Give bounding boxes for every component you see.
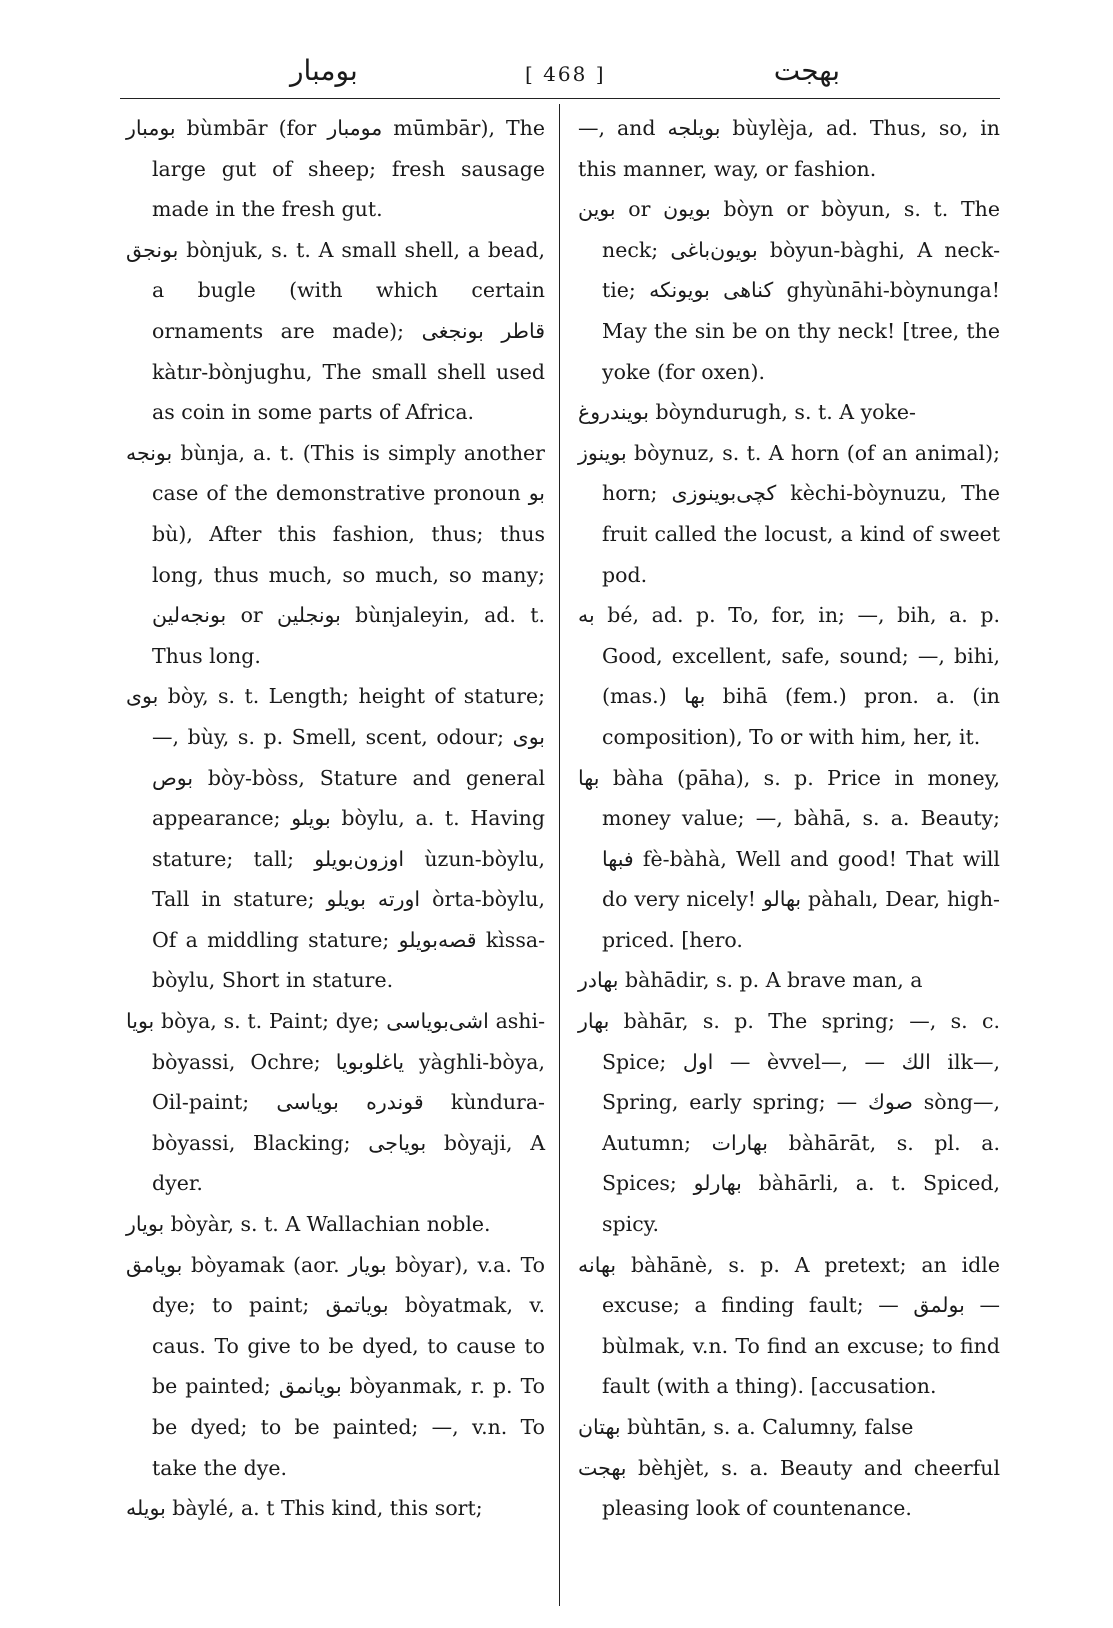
left-column <box>126 108 545 1529</box>
entry-text: بهانه bàhānè, s. p. A pretext; an idle excuse; a finding fault; — بولمق —bùlmak, v.n. To find an excuse; to find fault (with a thing). [accusation. <box>578 1252 1000 1399</box>
dictionary-entry <box>126 676 545 1001</box>
dictionary-entry <box>578 392 1000 433</box>
header-left-word: بومبار <box>290 54 358 87</box>
dictionary-entry <box>578 1448 1000 1529</box>
entry-text: بهار bàhār, s. p. The spring; —, s. c. Spice; اول — èvvel—, — الك ilk—, Spring, early spring; — صوك sòng—, Autumn; بهارات bàhārāt, s. pl. a. Spices; بهارلو bàhārli, a. t. Spiced, spicy. <box>578 1009 1001 1237</box>
entry-text: بونجق bònjuk, s. t. A small shell, a bead, a bugle (with which certain ornaments are made); قاطر بونجغى kàtır-bònjughu, The small shell used as coin in some parts of Africa. <box>126 237 546 425</box>
entry-text: بونجه bùnja, a. t. (This is simply another case of the demonstrative pronoun بو bù), After this fashion, thus; thus long, thus much, so much, so many; بونجه‌لين or بونجلين bùnjaleyin, ad. t. Thus long. <box>126 440 545 668</box>
entry-text: بويار bòyàr, s. t. A Wallachian noble. <box>126 1212 491 1237</box>
dictionary-entry <box>578 1407 1000 1448</box>
dictionary-entry <box>126 230 545 433</box>
entry-text: بوين or بويون bòyn or bòyun, s. t. The neck; بويون‌باغى bòyun-bàghi, A neck-tie; كناهى بويونكه ghyùnāhi-bòynunga! May the sin be on thy neck! [tree, the yoke (for oxen). <box>578 197 1000 384</box>
dictionary-entry <box>126 1001 545 1204</box>
entry-text: —, and بويلجه bùylèja, ad. Thus, so, in this manner, way, or fashion. <box>578 116 1000 181</box>
entry-text: بوى bòy, s. t. Length; height of stature; —, bùy, s. p. Smell, scent, odour; بوى بوص bòy-bòss, Stature and general appearance; بويلو bòylu, a. t. Having stature; tall; اوزون‌بويلو ùzun-bòylu, Tall in stature; اورته بويلو òrta-bòylu, Of a middling stature; قصه‌بويلو kìssa-bòylu, Short in stature. <box>126 684 546 993</box>
entry-text: بوينوز bòynuz, s. t. A horn (of an animal); horn; كچى‌بوينوزى kèchi-bòynuzu, The fruit called the locust, a kind of sweet pod. <box>578 440 1000 587</box>
dictionary-entry <box>126 1245 545 1489</box>
header-right-word: بهجت <box>773 54 840 87</box>
right-column <box>578 108 1000 1529</box>
dictionary-entry <box>126 1204 545 1245</box>
page-number: [ 468 ] <box>525 62 606 86</box>
entry-text: بويامق bòyamak (aor. بويار bòyar), v.a. To dye; to paint; بوياتمق bòyatmak, v. caus. To give to be dyed, to cause to be painted; بويانمق bòyanmak, r. p. To be dyed; to be painted; —, v.n. To take the dye. <box>126 1252 546 1480</box>
page-header <box>120 52 1000 96</box>
dictionary-entry <box>578 758 1000 961</box>
dictionary-entry <box>126 433 545 677</box>
dictionary-entry <box>126 108 545 230</box>
entry-text: بويندروغ bòyndurugh, s. t. A yoke- <box>578 400 916 425</box>
dictionary-entry <box>126 1488 545 1529</box>
dictionary-entry <box>578 189 1000 392</box>
dictionary-entry <box>578 433 1000 595</box>
entry-text: بومبار bùmbār (for مومبار mūmbār), The large gut of sheep; fresh sausage made in the fresh gut. <box>126 116 546 222</box>
dictionary-entry-continued <box>578 108 1000 189</box>
entry-text: بويله bàylé, a. t This kind, this sort; <box>126 1496 483 1521</box>
dictionary-entry <box>578 595 1000 757</box>
dictionary-entry <box>578 960 1000 1001</box>
header-rule <box>120 98 1000 99</box>
entry-text: بهادر bàhādir, s. p. A brave man, a <box>578 968 923 993</box>
entry-text: بهجت bèhjèt, s. a. Beauty and cheerful pleasing look of countenance. <box>578 1455 1000 1521</box>
entry-text: به bé, ad. p. To, for, in; —, bih, a. p. Good, excellent, safe, sound; —, bihi, (mas.) بها bihā (fem.) pron. a. (in composition), To or with him, her, it. <box>578 603 1000 749</box>
dictionary-entry <box>578 1245 1000 1407</box>
entry-text: بويا bòya, s. t. Paint; dye; اشى‌بوياسى ashi-bòyassi, Ochre; ياغلوبويا yàghli-bòya, Oil-paint; قوندره بوياسى kùndura-bòyassi, Blacking; بوياجى bòyaji, A dyer. <box>126 1009 545 1196</box>
column-divider <box>559 104 560 1606</box>
entry-text: بها bàha (pāha), s. p. Price in money, money value; —, bàhā, s. a. Beauty; فبها fè-bàhà, Well and good! That will do very nicely! بهالو pàhalı, Dear, high-priced. [hero. <box>578 765 1000 952</box>
dictionary-entry <box>578 1001 1000 1245</box>
entry-text: بهتان bùhtān, s. a. Calumny, false <box>578 1415 914 1439</box>
